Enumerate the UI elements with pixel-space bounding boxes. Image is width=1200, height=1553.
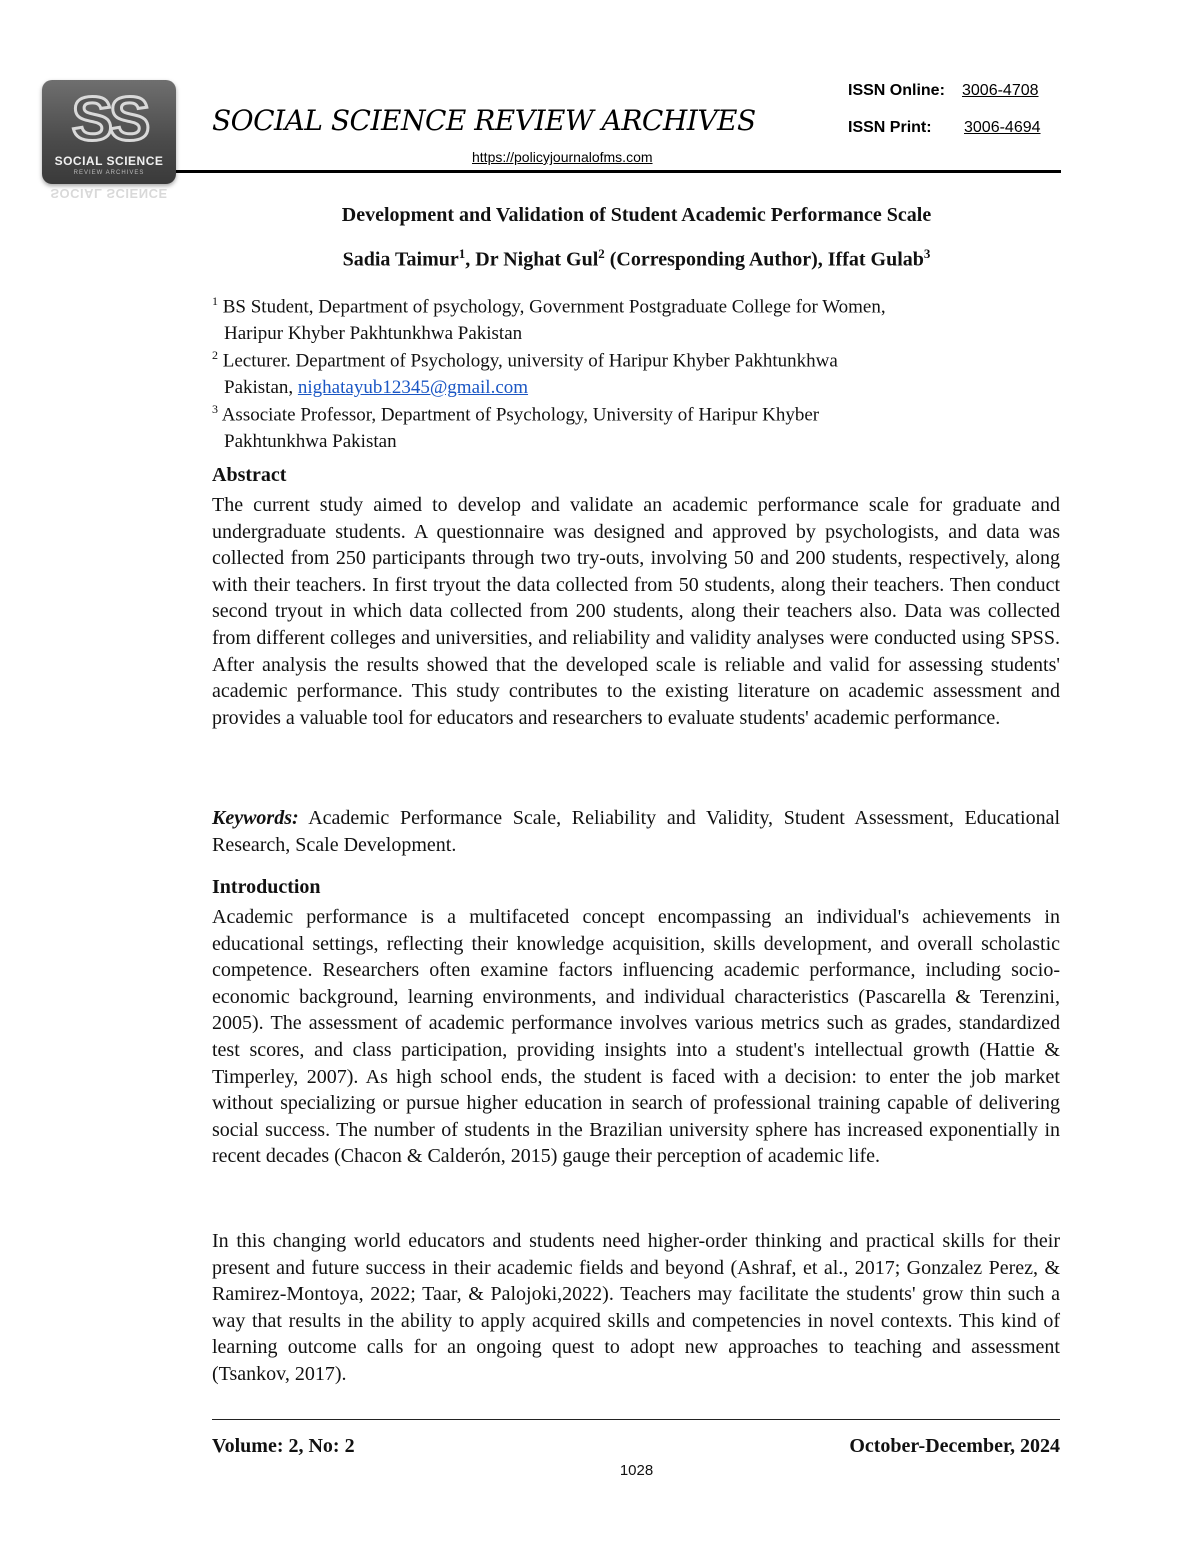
journal-title: SOCIAL SCIENCE REVIEW ARCHIVES xyxy=(212,104,756,137)
keywords xyxy=(212,805,1060,858)
author-affiliation-marker: 1 xyxy=(458,246,466,261)
abstract-heading: Abstract xyxy=(212,464,287,486)
logo-reflection-text: SOCIAL SCIENCE xyxy=(50,186,168,201)
footer-date: October-December, 2024 xyxy=(849,1435,1060,1457)
affiliation-line: Haripur Khyber Pakhtunkhwa Pakistan xyxy=(224,323,523,345)
introduction-paragraph-2: In this changing world educators and students need higher-order thinking and practical skills for their present and future success in their academic fields and beyond (Ashraf, et al., 2017; Gonzalez Perez, & Ramirez-Montoya, 2022; Taar, & Palojoki,2022). Teachers may facilitate the students' grow thin such a way that results in the ability to apply acquired skills and competencies in novel contexts. This kind of learning outcome calls for an ongoing quest to adopt new approaches to teaching and assessment (Tsankov, 2017). xyxy=(212,1230,1060,1385)
affiliation-line: Lecturer. Department of Psychology, university of Haripur Khyber Pakhtunkhwa xyxy=(218,350,838,372)
author-name: Dr Nighat Gul xyxy=(475,248,599,271)
issn-online-value[interactable]: 3006-4708 xyxy=(962,82,1039,99)
journal-logo xyxy=(42,80,176,184)
author-name: Iffat Gulab xyxy=(827,248,924,271)
introduction-paragraph-1: Academic performance is a multifaceted concept encompassing an individual's achievements in educational settings, reflecting their knowledge acquisition, skills development, and overall scholastic competence. Researchers often examine factors influencing academic performance, including socio-economic background, learning environments, and individual characteristics (Pascarella & Terenzini, 2005). The assessment of academic performance involves various metrics such as grades, standardized test scores, and class participation, providing insights into a student's intellectual growth (Hattie & Timperley, 2007). As high school ends, the student is faced with a decision: to enter the job market without specializing or pursue higher education in search of professional training capable of delivering social success. The number of students in the Brazilian university sphere has increased exponentially in recent decades (Chacon & Calderón, 2015) gauge their perception of academic life. xyxy=(212,906,1060,1168)
author-separator: (Corresponding Author), xyxy=(604,248,828,271)
paper-title: Development and Validation of Student Academic Performance Scale xyxy=(341,204,932,226)
author-affiliation-marker: 2 xyxy=(598,246,605,261)
affiliation-2 xyxy=(212,342,1062,401)
author-separator: , xyxy=(465,248,476,271)
issn-online-label: ISSN Online: xyxy=(848,82,945,99)
page-number: 1028 xyxy=(619,1462,654,1479)
affiliation-number: 2 xyxy=(212,348,218,362)
logo-name: SOCIAL SCIENCE xyxy=(54,154,164,168)
logo-subtitle: REVIEW ARCHIVES xyxy=(73,170,145,176)
keywords-label: Keywords: xyxy=(212,807,299,829)
abstract-text: The current study aimed to develop and validate an academic performance scale for graduate and undergraduate students. A questionnaire was designed and approved by psychologists, and data was collected from 250 participants through two try-outs, involving 50 and 200 students, respectively, along with their teachers. In first tryout the data collected from 50 students, along their teachers. Then conduct second tryout in which data collected from 200 students, along their teachers also. Data was collected from different colleges and universities, and reliability and validity analyses were conducted using SPSS. After analysis the results showed that the developed scale is reliable and valid for assessing students' academic performance. This study contributes to the existing literature on academic assessment and provides a valuable tool for educators and researchers to evaluate students' academic performance. xyxy=(212,494,1060,729)
affiliation-line: Associate Professor, Department of Psychology, University of Haripur Khyber xyxy=(218,404,820,426)
affiliation-3 xyxy=(212,396,1062,455)
affiliation-number: 1 xyxy=(212,294,218,308)
affiliation-number: 3 xyxy=(212,402,218,416)
journal-url-link[interactable]: https://policyjournalofms.com xyxy=(472,149,653,165)
keywords-text: Academic Performance Scale, Reliability and Validity, Student Assessment, Educational Research, Scale Development. xyxy=(212,807,1060,856)
footer-volume: Volume: 2, No: 2 xyxy=(212,1435,355,1457)
author-affiliation-marker: 3 xyxy=(923,246,931,261)
affiliation-line: BS Student, Department of psychology, Government Postgraduate College for Women, xyxy=(218,296,886,318)
issn-print-label: ISSN Print: xyxy=(848,119,932,136)
logo-monogram: SS xyxy=(71,85,147,154)
affiliation-1 xyxy=(212,288,1062,347)
affiliation-line: Pakhtunkhwa Pakistan xyxy=(224,431,397,453)
affiliation-line: Pakistan, xyxy=(224,377,298,399)
header-rule xyxy=(176,170,1061,173)
introduction-heading: Introduction xyxy=(212,876,321,898)
author-list xyxy=(0,246,1200,272)
author-name: Sadia Taimur xyxy=(342,248,459,271)
issn-print-value[interactable]: 3006-4694 xyxy=(964,119,1041,136)
footer-rule xyxy=(212,1419,1060,1420)
corresponding-email-link[interactable]: nighatayub12345@gmail.com xyxy=(297,377,529,399)
